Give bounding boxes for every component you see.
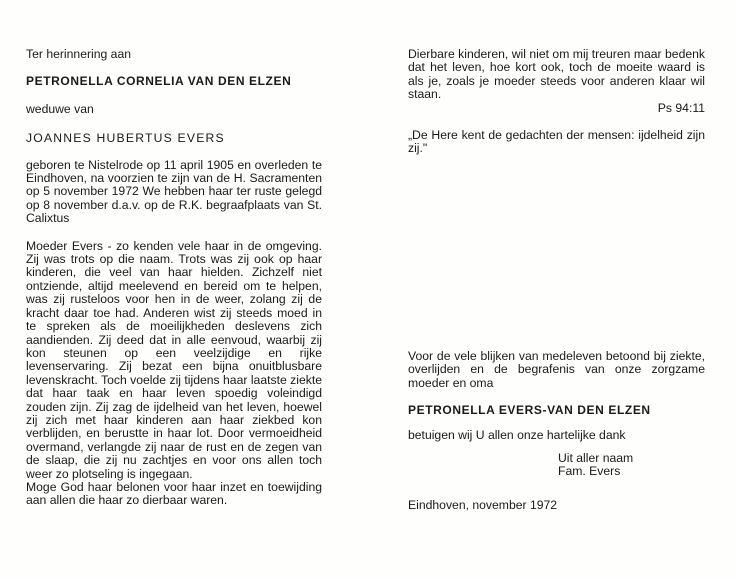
closing-paragraph: Moge God haar belonen voor haar inzet en toewijding aan allen die haar zo dierbaar waren. xyxy=(26,479,322,508)
husband-name: JOANNES HUBERTUS EVERS xyxy=(26,131,225,146)
dates-paragraph: geboren te Nistelrode op 11 april 1905 en overleden te Eindhoven, na voorzien te zijn van de H. Sacramenten op 5 november 1972 We hebben haar ter ruste gelegd op 8 november d.a.v. op de R.K. begraafplaats van St. Calixtus xyxy=(26,157,322,226)
intro-text: Ter herinnering aan xyxy=(26,47,132,61)
left-column xyxy=(26,48,322,508)
widow-of-text: weduwe van xyxy=(26,101,94,116)
verse-text: Dierbare kinderen, wil niet om mij treuren maar bedenk dat het leven, hoe kort ook, toch de moeite waard is als je, zoals je moeder steeds voor anderen klaar wil staan. xyxy=(408,47,705,102)
grateful-text: betuigen wij U allen onze hartelijke dank xyxy=(408,427,626,442)
place-date: Eindhoven, november 1972 xyxy=(408,497,558,512)
right-column xyxy=(408,48,705,156)
thanks-paragraph: Voor de vele blijken van medeleven betoond bij ziekte, overlijden en de begrafenis van onze zorgzame moeder en oma xyxy=(408,349,705,390)
story-paragraph: Moeder Evers - zo kenden vele haar in de omgeving. Zij was trots op die naam. Trots was zij ook op haar kinderen, die veel van haar hielden. Zichzelf niet ontziende, altijd meelevend en bereid om te helpen, was zij rusteloos voor hen in de weer, zolang zij de kracht daar toe had. Anderen wist zij steeds moed in te spreken als de moeilijkheden deslevens zich aandienden. Zij deed dat in alle eenvoud, waarbij zij kon steunen op een veelzijdige en rijke levenservaring. Zij bezat een bijna onuitblusbare levenskracht. Toch voelde zij tijdens haar laatste ziekte dat haar taak en haar leven spoedig voleindigd zouden zijn. Zij zag de ijdelheid van het leven, hoewel zij zich met haar kinderen aan haar ziekbed kon verblijden, en berustte in haar lot. Door vermoeidheid overmand, verlangde zij naar de rust en de zegen van de slaap, die zij nu zachtjes en voor ons allen toch weer zo plotseling is ingegaan. xyxy=(26,238,322,481)
signature-line-1: Uit aller naam xyxy=(558,451,634,466)
family-name: PETRONELLA EVERS-VAN DEN ELZEN xyxy=(408,403,651,418)
deceased-name: PETRONELLA CORNELIA VAN DEN ELZEN xyxy=(26,74,292,89)
verse-reference: Ps 94:11 xyxy=(657,100,705,115)
scripture-quote: „De Here kent de gedachten der mensen: ijdelheid zijn zij." xyxy=(408,128,705,156)
signature-block xyxy=(558,452,705,479)
signature-line-2: Fam. Evers xyxy=(558,464,621,479)
thanks-section xyxy=(408,350,705,512)
